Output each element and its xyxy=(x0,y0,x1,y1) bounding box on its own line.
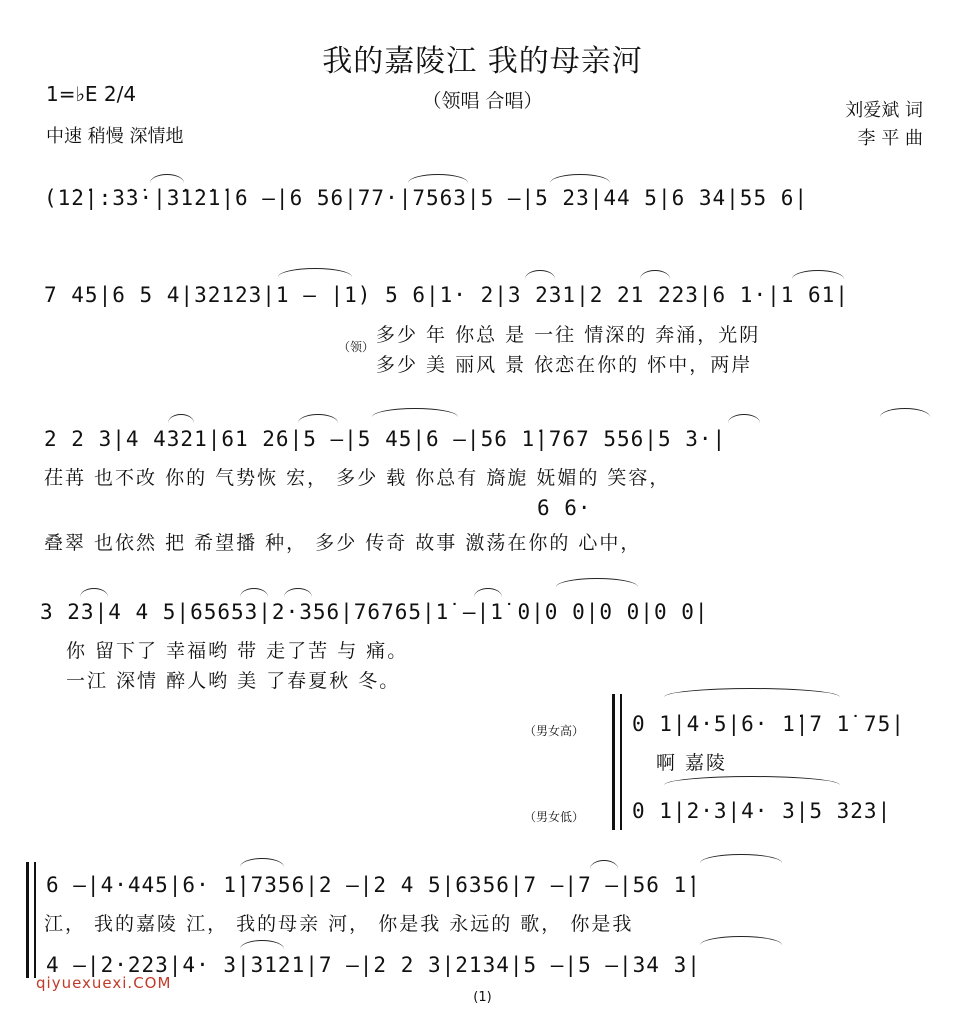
lyrics-verse-1: 多少 年 你总 是 一往 情深的 奔涌，光阴 xyxy=(376,324,761,346)
lyrics-verse-1: 茌苒 也不改 你的 气势恢 宏， 多少 载 你总有 旖旎 妩媚的 笑容， xyxy=(44,467,671,489)
alternate-notes: 6 6· xyxy=(537,496,592,520)
slur xyxy=(590,860,618,869)
lyrics-high-part: 啊 嘉陵 xyxy=(656,752,728,774)
lyricist-credit: 刘爱斌 词 xyxy=(845,100,923,121)
slur xyxy=(664,776,840,785)
part-label-high: （男女高） xyxy=(524,724,585,738)
page-number: (1) xyxy=(473,990,492,1005)
slur xyxy=(284,588,312,597)
composer-credit: 李 平 曲 xyxy=(857,128,923,149)
slur xyxy=(556,578,638,587)
slur xyxy=(640,270,670,279)
system-line xyxy=(34,862,36,978)
slur xyxy=(525,270,555,279)
watermark-text: qiyuexuexi.COM xyxy=(36,974,172,992)
slur xyxy=(80,588,108,597)
notation-row-1: (1̇2̇|:3̇3̇·|3̇1̇2̇1̇|6 –|6 56|77·|7563|5 –|5 23|44 5|6 34|55 6| xyxy=(44,186,809,210)
page-title: 我的嘉陵江 我的母亲河 xyxy=(322,44,643,79)
slur xyxy=(700,854,782,863)
system-line xyxy=(620,694,622,830)
slur xyxy=(150,174,184,183)
part-label-low: （男女低） xyxy=(524,810,585,824)
lyrics-verse-1: 你 留下了 幸福哟 带 走了苦 与 痛。 xyxy=(66,640,409,662)
system-bracket xyxy=(612,694,615,830)
key-signature: 1=♭E 2/4 xyxy=(46,82,137,106)
notation-row-3: 2 2 3|4 4321|61 26|5 –|5 45|6 –|56 1̇|767 556|5 3·| xyxy=(44,427,727,451)
slur xyxy=(880,408,930,417)
slur xyxy=(408,174,468,183)
lyrics-verse-2: 叠翠 也依然 把 希望播 种， 多少 传奇 故事 激荡在你的 心中， xyxy=(44,532,642,554)
slur xyxy=(240,858,284,867)
slur xyxy=(168,414,194,423)
slur xyxy=(240,588,268,597)
slur xyxy=(664,688,840,697)
slur xyxy=(550,174,610,183)
notation-row-5: 0 1|4·5|6· 1̇|7 1̇ 75| xyxy=(632,712,905,736)
notation-row-6: 0 1|2·3|4· 3|5 323| xyxy=(632,799,892,823)
lead-voice-marker: （领） xyxy=(338,340,375,354)
notation-row-4: 3 23|4 4 5|65653|2·356|76765|1̇ –|1̇ 0|0 0|0 0|0 0| xyxy=(40,600,709,624)
slur xyxy=(474,588,502,597)
lyrics-chorus: 江， 我的嘉陵 江， 我的母亲 河， 你是我 永远的 歌， 你是我 xyxy=(44,913,634,935)
lyrics-verse-2: 一江 深情 醉人哟 美 了春夏秋 冬。 xyxy=(66,670,401,692)
slur xyxy=(372,408,458,417)
notation-row-2: 7 45|6 5 4|32123|1 – |1) 5 6|1· 2|3 231|2 21 223|6 1·|1 61| xyxy=(44,283,849,307)
tempo-marking: 中速 稍慢 深情地 xyxy=(46,126,184,147)
system-bracket xyxy=(26,862,29,978)
slur xyxy=(298,414,338,423)
slur xyxy=(240,940,284,949)
notation-row-7: 6 –|4·445|6· 1̇|7356|2 –|2 4 5|6356|7 –|7 –|56 1̇| xyxy=(46,873,701,897)
lyrics-verse-2: 多少 美 丽风 景 依恋在你的 怀中，两岸 xyxy=(376,354,753,376)
slur xyxy=(278,268,352,277)
slur xyxy=(700,936,782,945)
subtitle: （领唱 合唱） xyxy=(422,90,543,112)
notation-row-8: 4 –|2·223|4· 3|3121|7 –|2 2 3|2134|5 –|5 –|34 3| xyxy=(46,953,701,977)
slur xyxy=(728,414,760,423)
slur xyxy=(792,270,844,279)
